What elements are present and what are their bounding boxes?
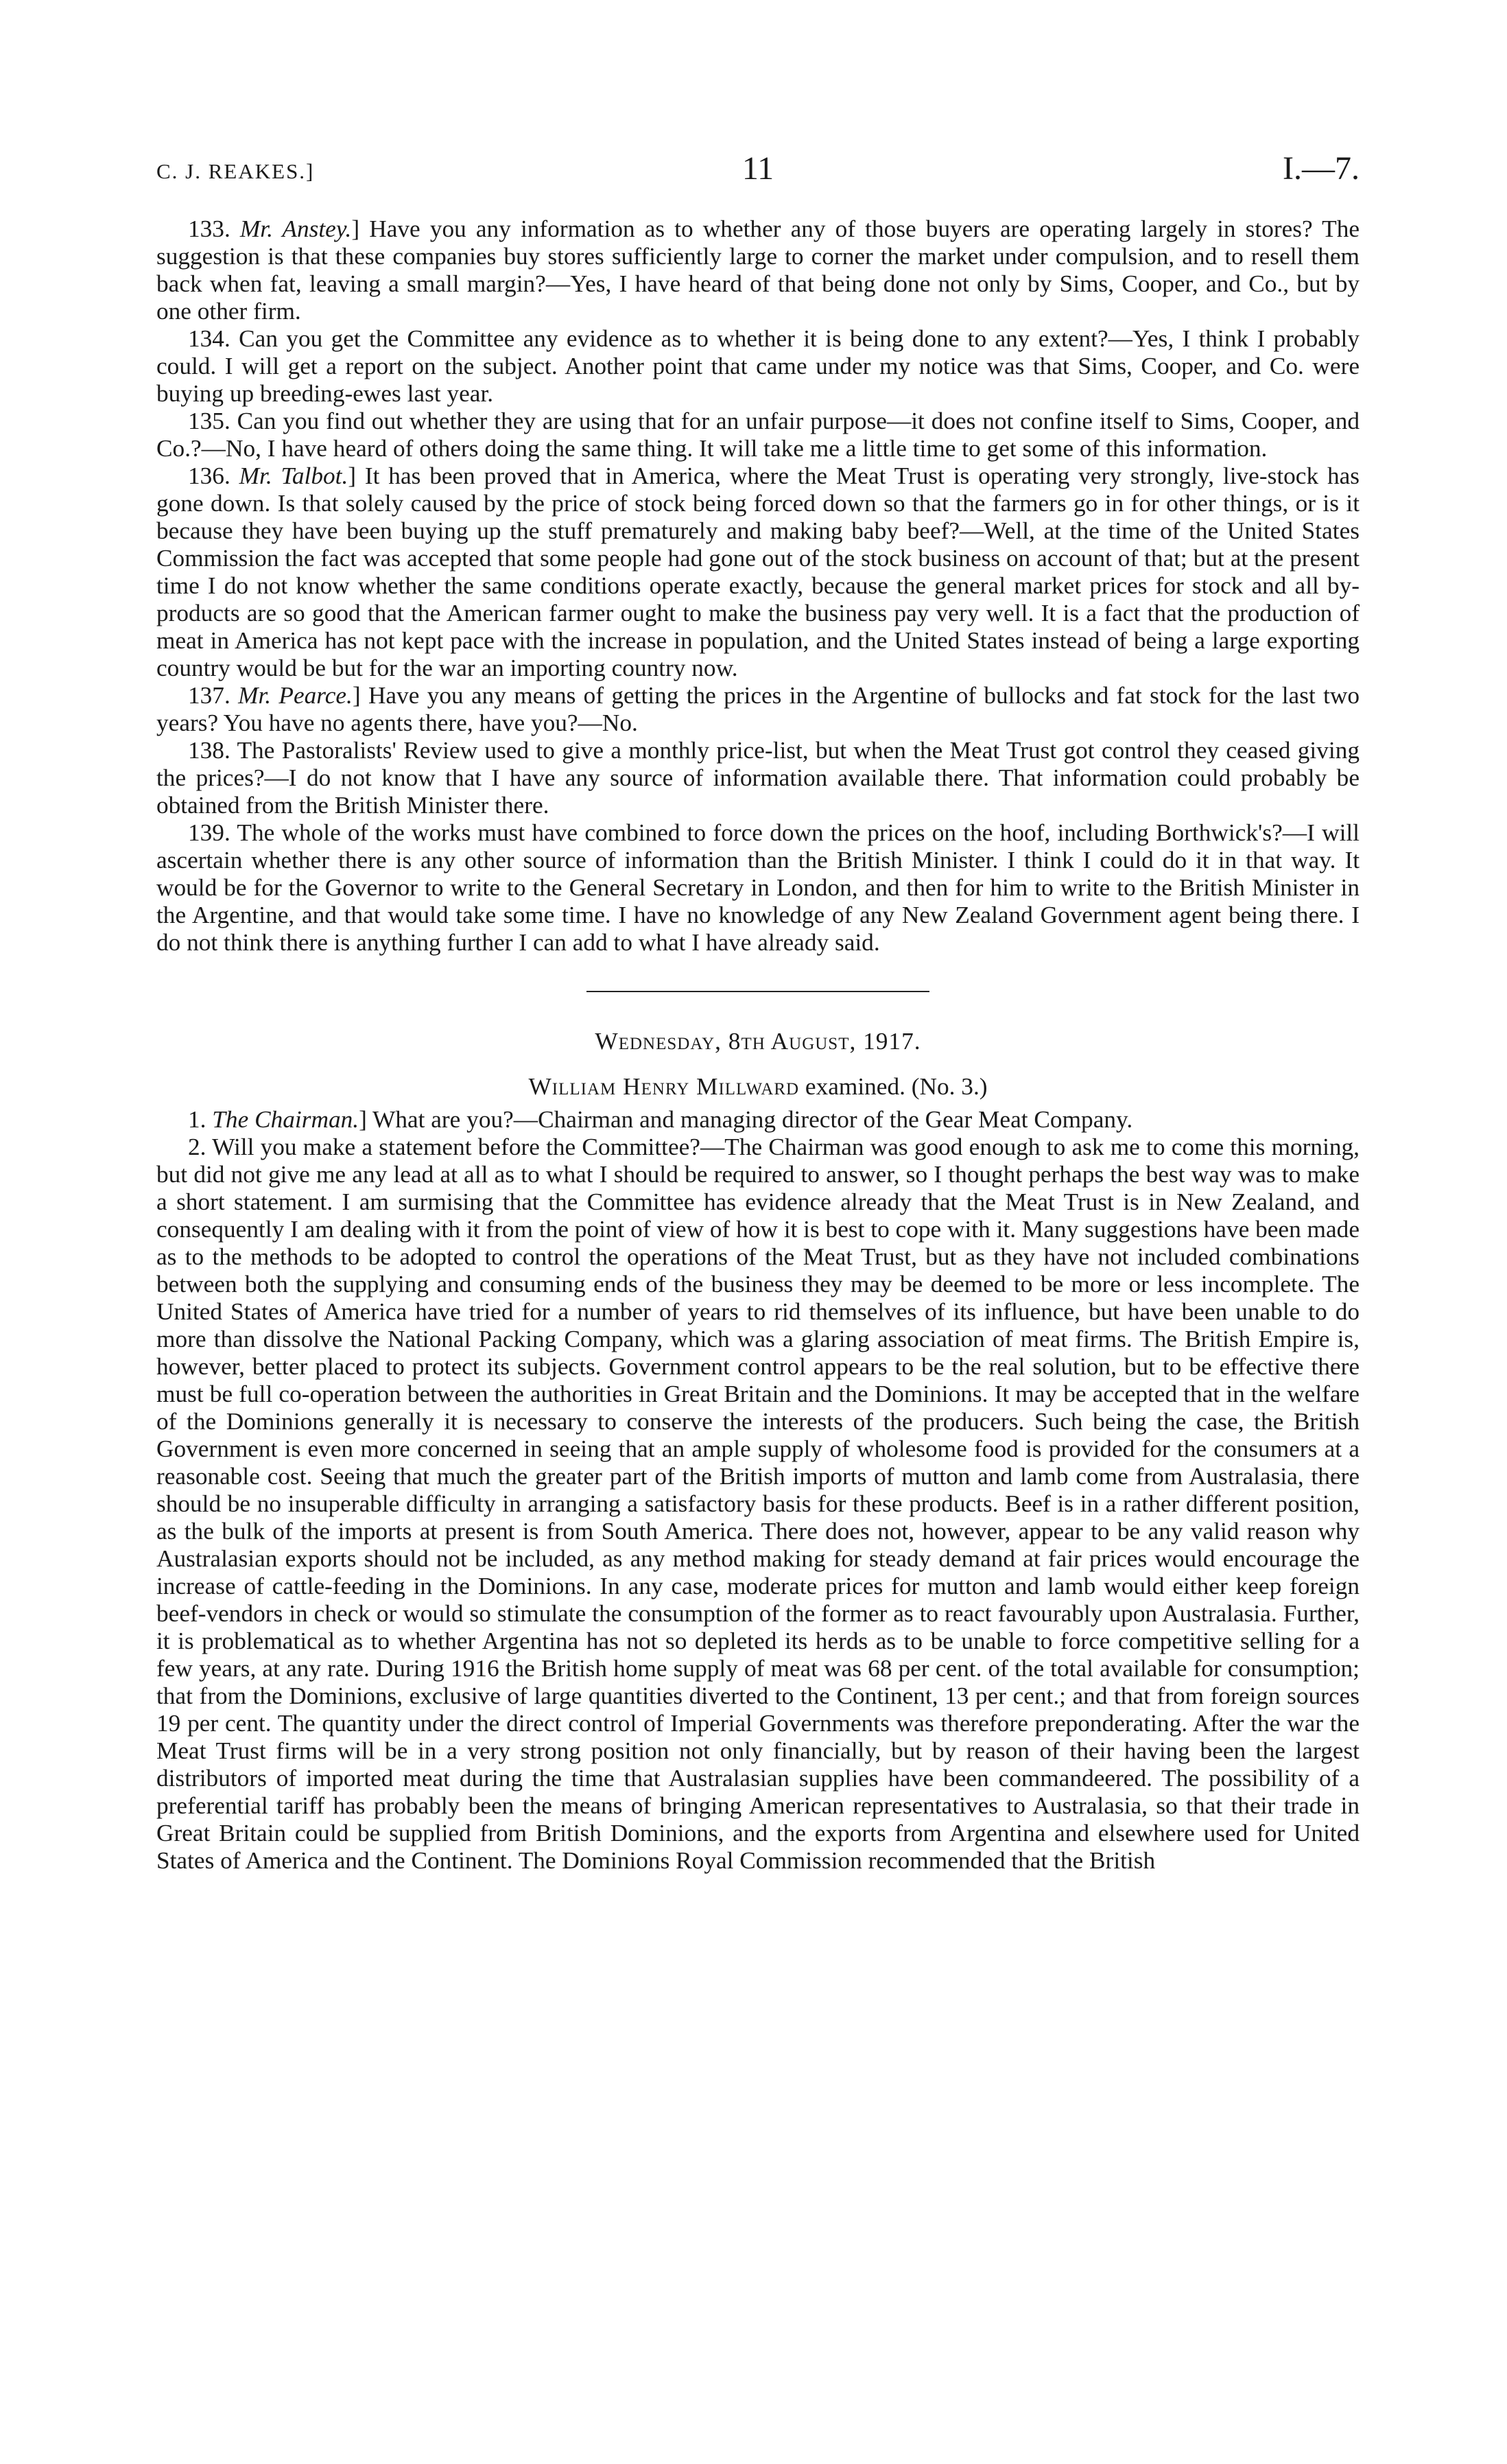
speaker-name: Mr. Pearce.: [238, 682, 353, 709]
witness-name: William Henry Millward: [528, 1073, 800, 1100]
paragraph-133: 133. Mr. Anstey.] Have you any information as to whether any of those buyers are operating largely in stores? The suggestion is that these companies buy stores sufficiently large to corner the market under compulsion, and to resell them back when fat, leaving a small margin?—Yes, I have heard of that being done not only by Sims, Cooper, and Co., but by one other firm.: [156, 215, 1360, 325]
speaker-name: The Chairman.: [212, 1106, 359, 1133]
witness-heading: William Henry Millward examined. (No. 3.): [528, 1073, 988, 1100]
speaker-name: Mr. Talbot.: [239, 462, 348, 489]
session-date-heading: Wednesday, 8th August, 1917.: [595, 1028, 921, 1055]
section-divider: [586, 991, 929, 992]
paragraph-137: 137. Mr. Pearce.] Have you any means of getting the prices in the Argentine of bullocks and fat stock for the last two years? You have no agents there, have you?—No.: [156, 682, 1360, 736]
page-number: 11: [741, 150, 774, 187]
paragraph-134: 134. Can you get the Committee any evidence as to whether it is being done to any extent?—Yes, I think I probably could. I will get a report on the subject. Another point that came under my notice was that Sims, Cooper, and Co. were buying up breeding-ewes last year.: [156, 325, 1360, 407]
document-code: I.—7.: [1283, 150, 1360, 187]
paragraph-138: 138. The Pastoralists' Review used to give a monthly price-list, but when the Meat Trust got control they ceased giving the prices?—I do not know that I have any source of information available there. That information could probably be obtained from the British Minister there.: [156, 737, 1360, 819]
paragraph-135: 135. Can you find out whether they are using that for an unfair purpose—it does not confine itself to Sims, Cooper, and Co.?—No, I have heard of others doing the same thing. It will take me a little time to get some of this information.: [156, 408, 1360, 462]
paragraph-139: 139. The whole of the works must have combined to force down the prices on the hoof, including Borthwick's?—I will ascertain whether there is any other source of information than the British Minister. I think I could do it in that way. It would be for the Governor to write to the General Secretary in London, and then for him to write to the British Minister in the Argentine, and that would take some time. I have no knowledge of any New Zealand Government agent being there. I do not think there is anything further I can add to what I have already said.: [156, 819, 1360, 956]
running-header: [156, 150, 1360, 191]
witness-initials: C. J. REAKES.]: [156, 159, 315, 183]
speaker-name: Mr. Anstey.: [239, 215, 352, 242]
body-text: [156, 215, 1360, 1875]
paragraph-2: 2. Will you make a statement before the Committee?—The Chairman was good enough to ask me to come this morning, but did not give me any lead at all as to what I should be required to answer, so I thought perhaps the best way was to make a short statement. I am surmising that the Committee has evidence already that the Meat Trust is in New Zealand, and consequently I am dealing with it from the point of view of how it is best to cope with it. Many suggestions have been made as to the methods to be adopted to control the operations of the Meat Trust, but as they have not included combinations between both the supplying and consuming ends of the business they may be deemed to be more or less incomplete. The United States of America have tried for a number of years to rid themselves of its influence, but have been unable to do more than dissolve the National Packing Company, which was a glaring association of meat firms. The British Empire is, however, better placed to protect its subjects. Government control appears to be the real solution, but to be effective there must be full co-operation between the authorities in Great Britain and the Dominions. It may be accepted that in the welfare of the Dominions generally it is necessary to conserve the interests of the producers. Such being the case, the British Government is even more concerned in seeing that an ample supply of wholesome food is provided for the consumers at a reasonable cost. Seeing that much the greater part of the British imports of mutton and lamb come from Australasia, there should be no insuperable difficulty in arranging a satisfactory basis for these products. Beef is in a rather different position, as the bulk of the imports at present is from South America. There does not, however, appear to be any valid reason why Australasian exports should not be included, as any method making for steady demand at fair prices would encourage the increase of cattle-feeding in the Dominions. In any case, moderate prices for mutton and lamb would either keep foreign beef-vendors in check or would so stimulate the consumption of the former as to react favourably upon Australasia. Further, it is problematical as to whether Argentina has not so depleted its herds as to be unable to force competitive selling for a few years, at any rate. During 1916 the British home supply of meat was 68 per cent. of the total available for consumption; that from the Dominions, exclusive of large quantities diverted to the Continent, 13 per cent.; and that from foreign sources 19 per cent. The quantity under the direct control of Imperial Governments was therefore preponderating. After the war the Meat Trust firms will be in a very strong position not only financially, but by reason of their having been the largest distributors of imported meat during the time that Australasian supplies have been commandeered. The possibility of a preferential tariff has probably been the means of bringing American representatives to Australasia, so that their trade in Great Britain could be supplied from British Dominions, and the exports from Argentina and elsewhere used for United States of America and the Continent. The Dominions Royal Commission recommended that the British: [156, 1134, 1360, 1874]
paragraph-136: 136. Mr. Talbot.] It has been proved that in America, where the Meat Trust is operating very strongly, live-stock has gone down. Is that solely caused by the price of stock being forced down so that the farmers go in for other things, or is it because they have been buying up the stuff prematurely and making baby beef?—Well, at the time of the United States Commission the fact was accepted that some people had gone out of the stock business on account of that; but at the present time I do not know whether the same conditions operate exactly, because the general market prices for stock and all by-products are so good that the American farmer ought to make the business pay very well. It is a fact that the production of meat in America has not kept pace with the increase in population, and the United States instead of being a large exporting country would be but for the war an importing country now.: [156, 462, 1360, 681]
paragraph-1: 1. The Chairman.] What are you?—Chairman and managing director of the Gear Meat Company.: [188, 1106, 1133, 1133]
